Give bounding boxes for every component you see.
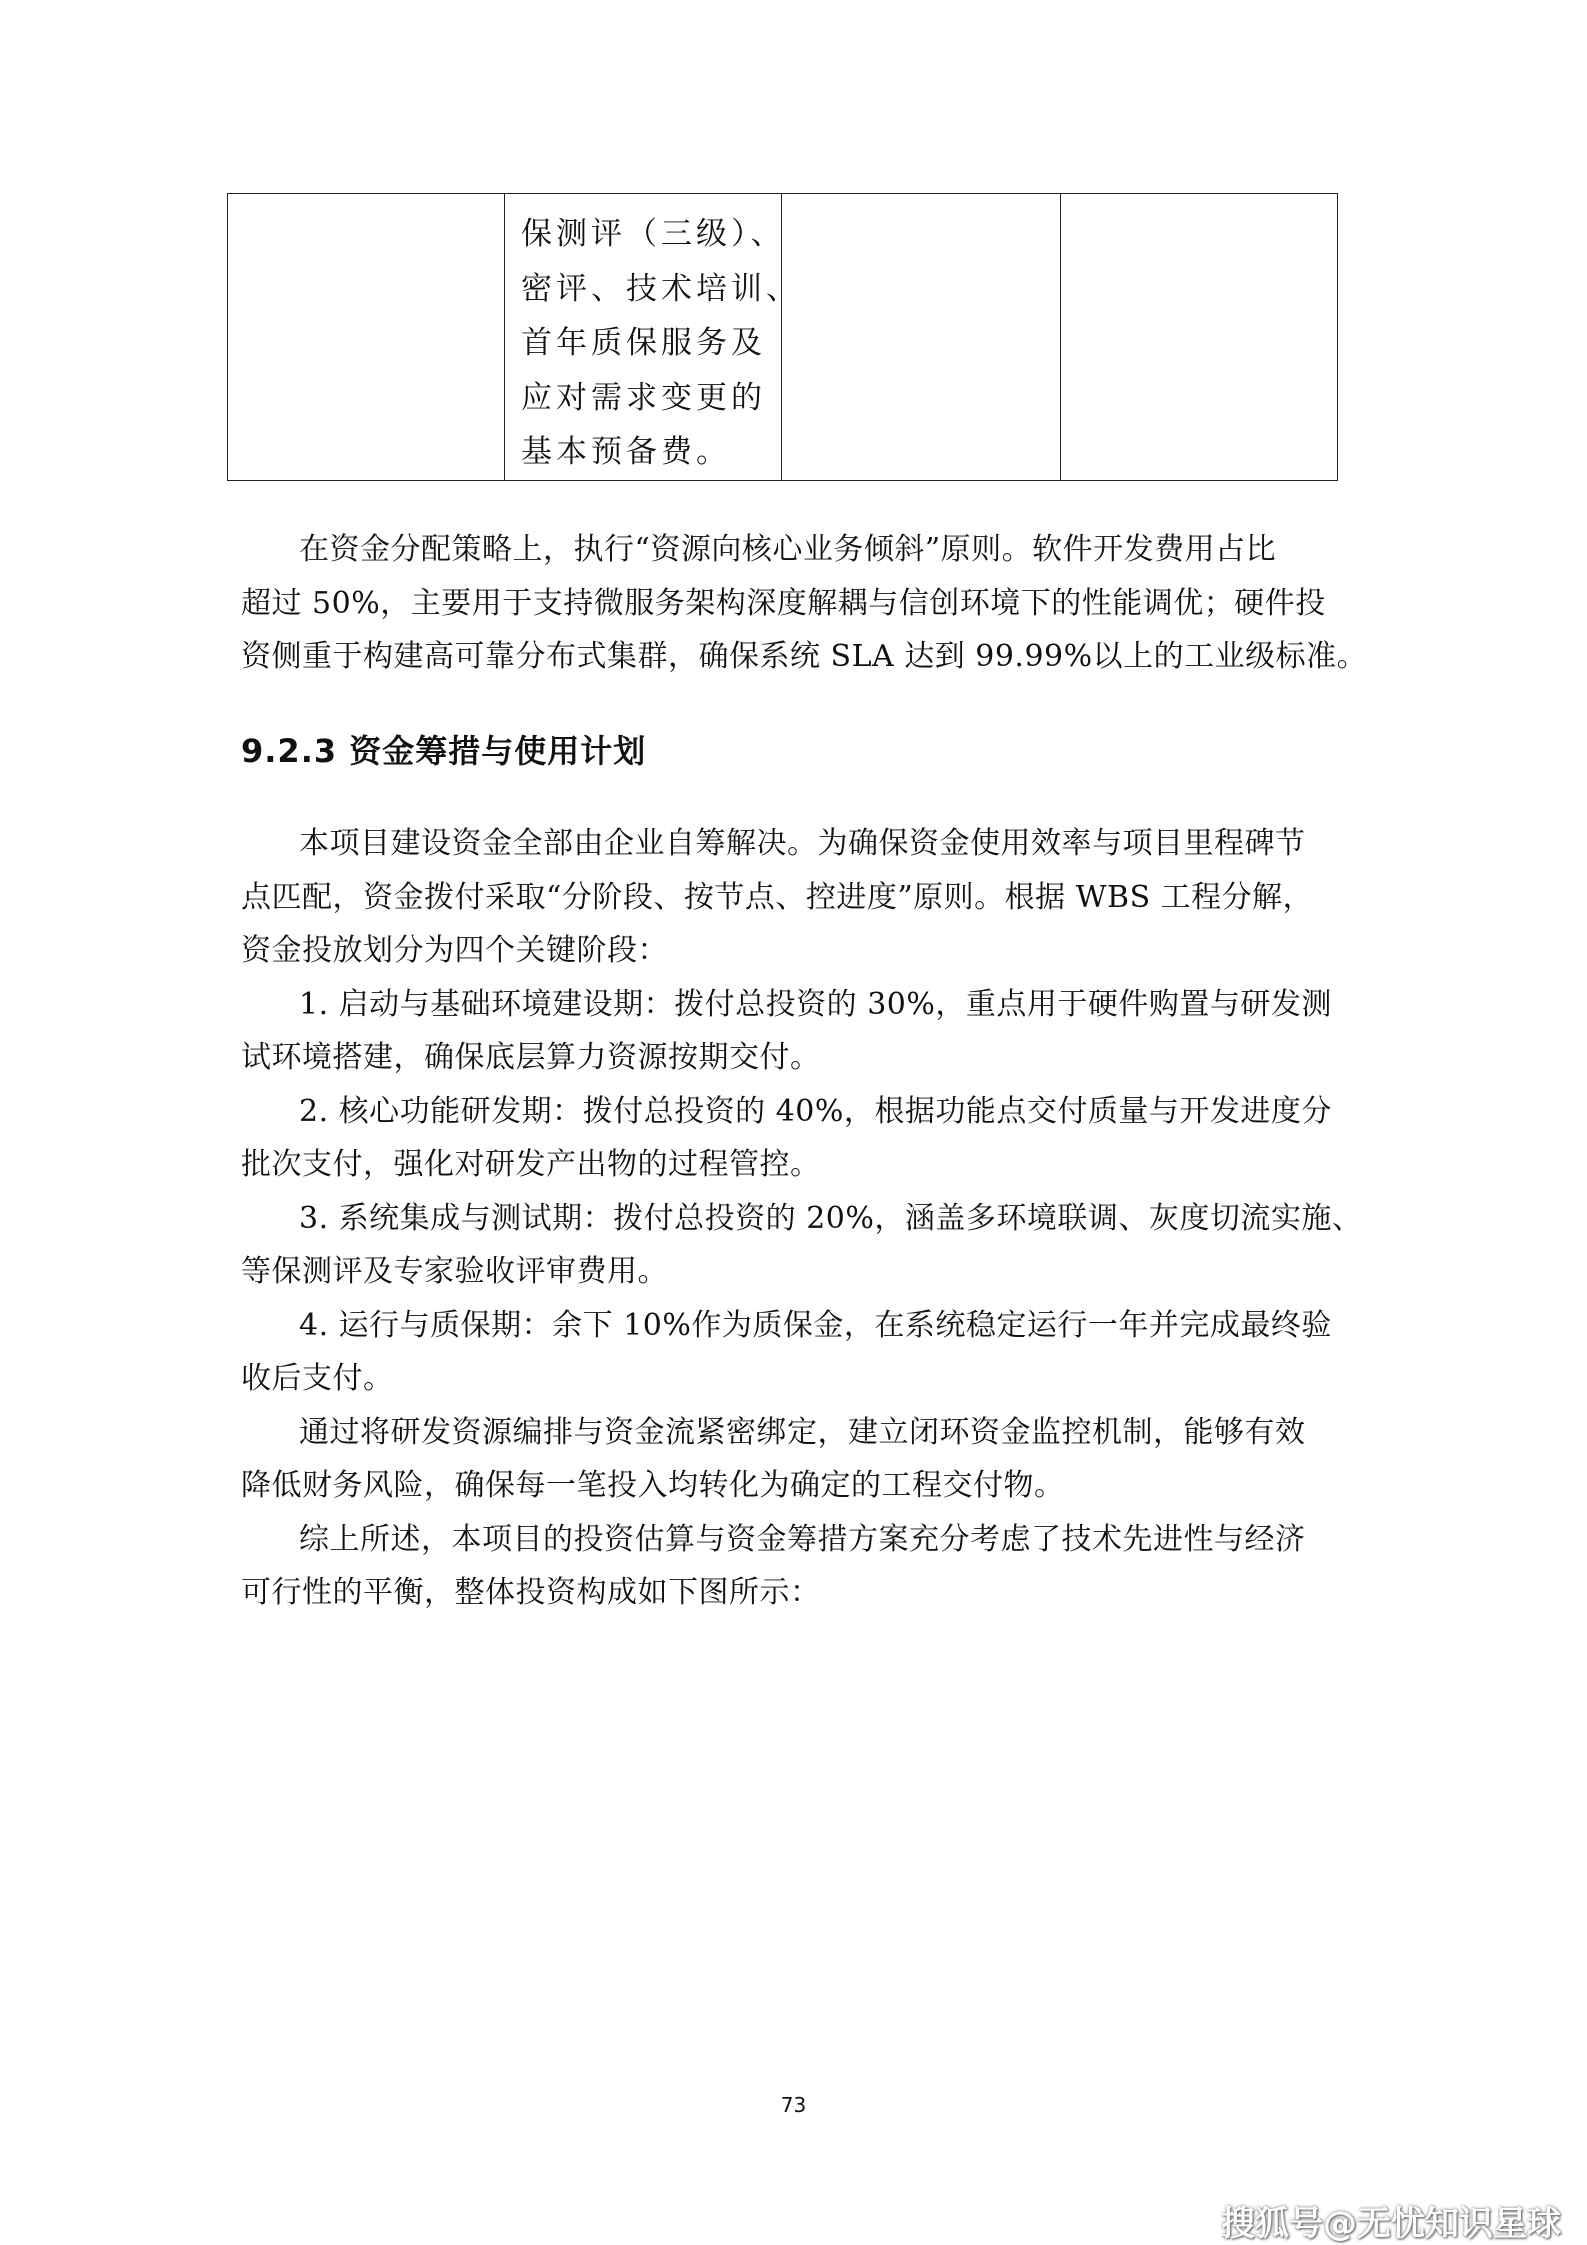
cell-line: 密评、技术培训、: [521, 270, 801, 307]
stage-2-line: 2. 核心功能研发期：拨付总投资的 40%，根据功能点交付质量与开发进度分: [299, 1093, 1332, 1129]
paragraph-line: 超过 50%，主要用于支持微服务架构深度解耦与信创环境下的性能调优；硬件投: [241, 585, 1326, 621]
paragraph-intro: [241, 817, 1363, 1620]
paragraph-line: 在资金分配策略上，执行“资源向核心业务倾斜”原则。软件开发费用占比: [299, 532, 1277, 567]
paragraph-line: 点匹配，资金拨付采取“分阶段、按节点、控进度”原则。根据 WBS 工程分解，: [241, 879, 1314, 915]
paragraph-line: 资金投放划分为四个关键阶段：: [241, 933, 668, 968]
stage-4-line: 4. 运行与质保期：余下 10%作为质保金，在系统稳定运行一年并完成最终验: [299, 1307, 1332, 1343]
continued-table: [227, 193, 1338, 481]
paragraph-binding-line: 通过将研发资源编排与资金流紧密绑定，建立闭环资金监控机制，能够有效: [299, 1414, 1306, 1450]
section-heading: 9.2.3 资金筹措与使用计划: [241, 732, 647, 770]
cell-line: 首年质保服务及: [521, 325, 766, 361]
stage-1-line: 试环境搭建，确保底层算力资源按期交付。: [241, 1040, 821, 1075]
page-number: 73: [780, 2093, 807, 2117]
table-cell-2: [505, 194, 801, 481]
paragraph-line: 资侧重于构建高可靠分布式集群，确保系统 SLA 达到 99.99%以上的工业级标准。: [241, 639, 1368, 674]
stage-2-line: 批次支付，强化对研发产出物的过程管控。: [241, 1147, 821, 1182]
cell-line: 基本预备费。: [521, 434, 731, 470]
watermark-text: 搜狐号@无忧知识星球: [1221, 2204, 1561, 2244]
paragraph-binding-line: 降低财务风险，确保每一笔投入均转化为确定的工程交付物。: [241, 1468, 1065, 1503]
table-cell-4: [1061, 194, 1338, 481]
table-cell-1: [228, 194, 505, 481]
cell-text: [505, 194, 801, 480]
paragraph-summary-line: 综上所述，本项目的投资估算与资金筹措方案充分考虑了技术先进性与经济: [299, 1521, 1306, 1557]
table-cell-3: [782, 194, 1061, 481]
stage-1-line: 1. 启动与基础环境建设期：拨付总投资的 30%，重点用于硬件购置与研发测: [299, 986, 1332, 1022]
cell-line: 保测评（三级）、: [521, 216, 786, 252]
stage-4-line: 收后支付。: [241, 1361, 394, 1396]
stage-3-line: 3. 系统集成与测试期：拨付总投资的 20%，涵盖多环境联调、灰度切流实施、: [299, 1200, 1363, 1236]
table-row: [228, 194, 1338, 481]
cell-line: 应对需求变更的: [521, 379, 766, 416]
paragraph-line: 本项目建设资金全部由企业自筹解决。为确保资金使用效率与项目里程碑节: [299, 826, 1306, 861]
paragraph-strategy: [241, 523, 1368, 684]
paragraph-summary-line: 可行性的平衡，整体投资构成如下图所示：: [241, 1575, 821, 1610]
stage-3-line: 等保测评及专家验收评审费用。: [241, 1254, 668, 1289]
